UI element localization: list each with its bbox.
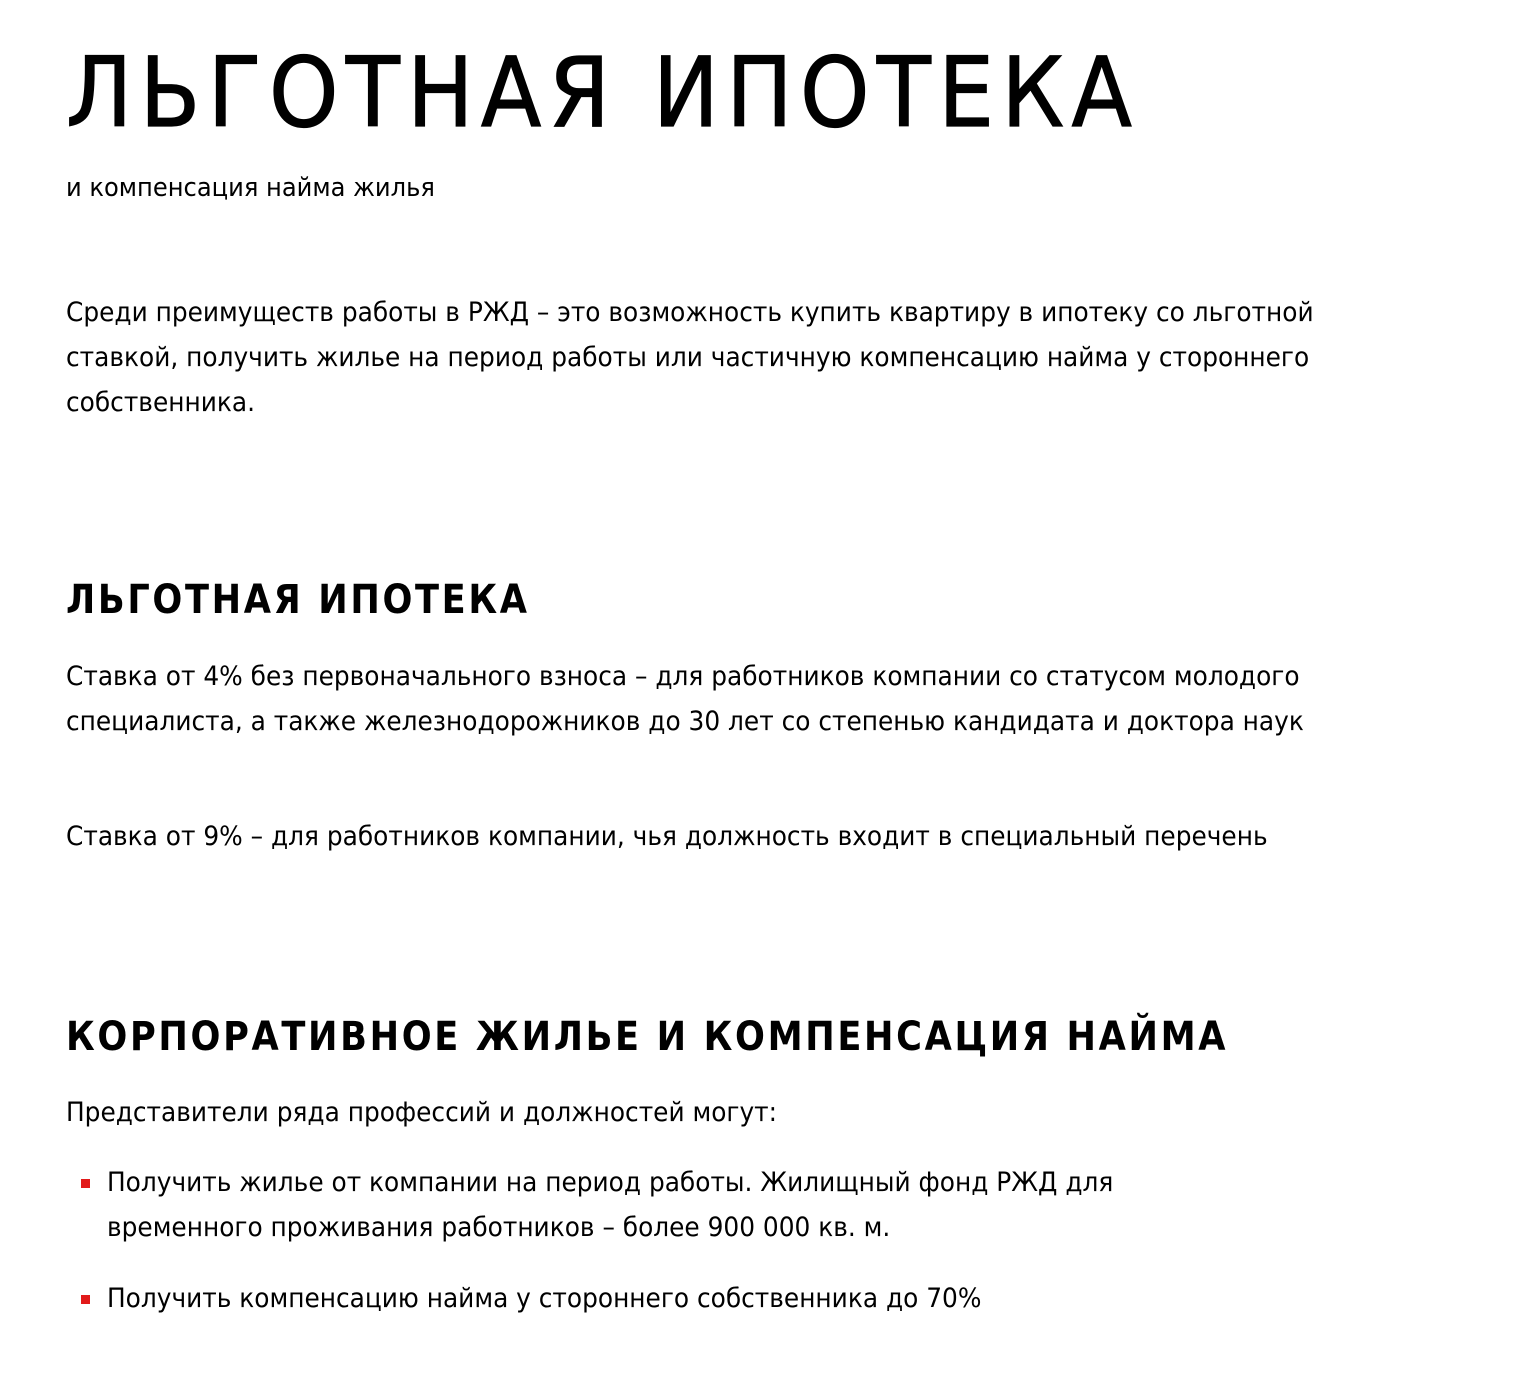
corporate-housing-intro: Представители ряда профессий и должностей могут: — [66, 1097, 778, 1128]
page-title: ЛЬГОТНАЯ ИПОТЕКА — [66, 37, 1140, 149]
intro-paragraph: Среди преимуществ работы в РЖД – это возможность купить квартиру в ипотеку со льготной ставкой, получить жилье на период работы или частичную компенсацию найма у стороннего собственника. — [66, 297, 1314, 418]
square-bullet-icon — [81, 1295, 90, 1304]
corporate-housing-bullet-list — [66, 1160, 1506, 1347]
mortgage-rate-4-paragraph: Ставка от 4% без первоначального взноса – для работников компании со статусом молодого специалиста, а также железнодорожников до 30 лет со степенью кандидата и доктора наук — [66, 661, 1304, 737]
list-item — [66, 1160, 1506, 1250]
mortgage-rate-9-paragraph: Ставка от 9% – для работников компании, чья должность входит в специальный перечень — [66, 821, 1268, 852]
section-title-mortgage: ЛЬГОТНАЯ ИПОТЕКА — [66, 577, 530, 623]
list-item-text: Получить жилье от компании на период работы. Жилищный фонд РЖД для временного проживания работников – более 900 000 кв. м. — [107, 1167, 1114, 1243]
list-item — [66, 1276, 1506, 1321]
square-bullet-icon — [81, 1179, 90, 1188]
list-item-text: Получить компенсацию найма у стороннего собственника до 70% — [107, 1283, 982, 1314]
section-title-corporate-housing: КОРПОРАТИВНОЕ ЖИЛЬЕ И КОМПЕНСАЦИЯ НАЙМА — [66, 1014, 1229, 1060]
page-subtitle: и компенсация найма жилья — [66, 173, 435, 203]
